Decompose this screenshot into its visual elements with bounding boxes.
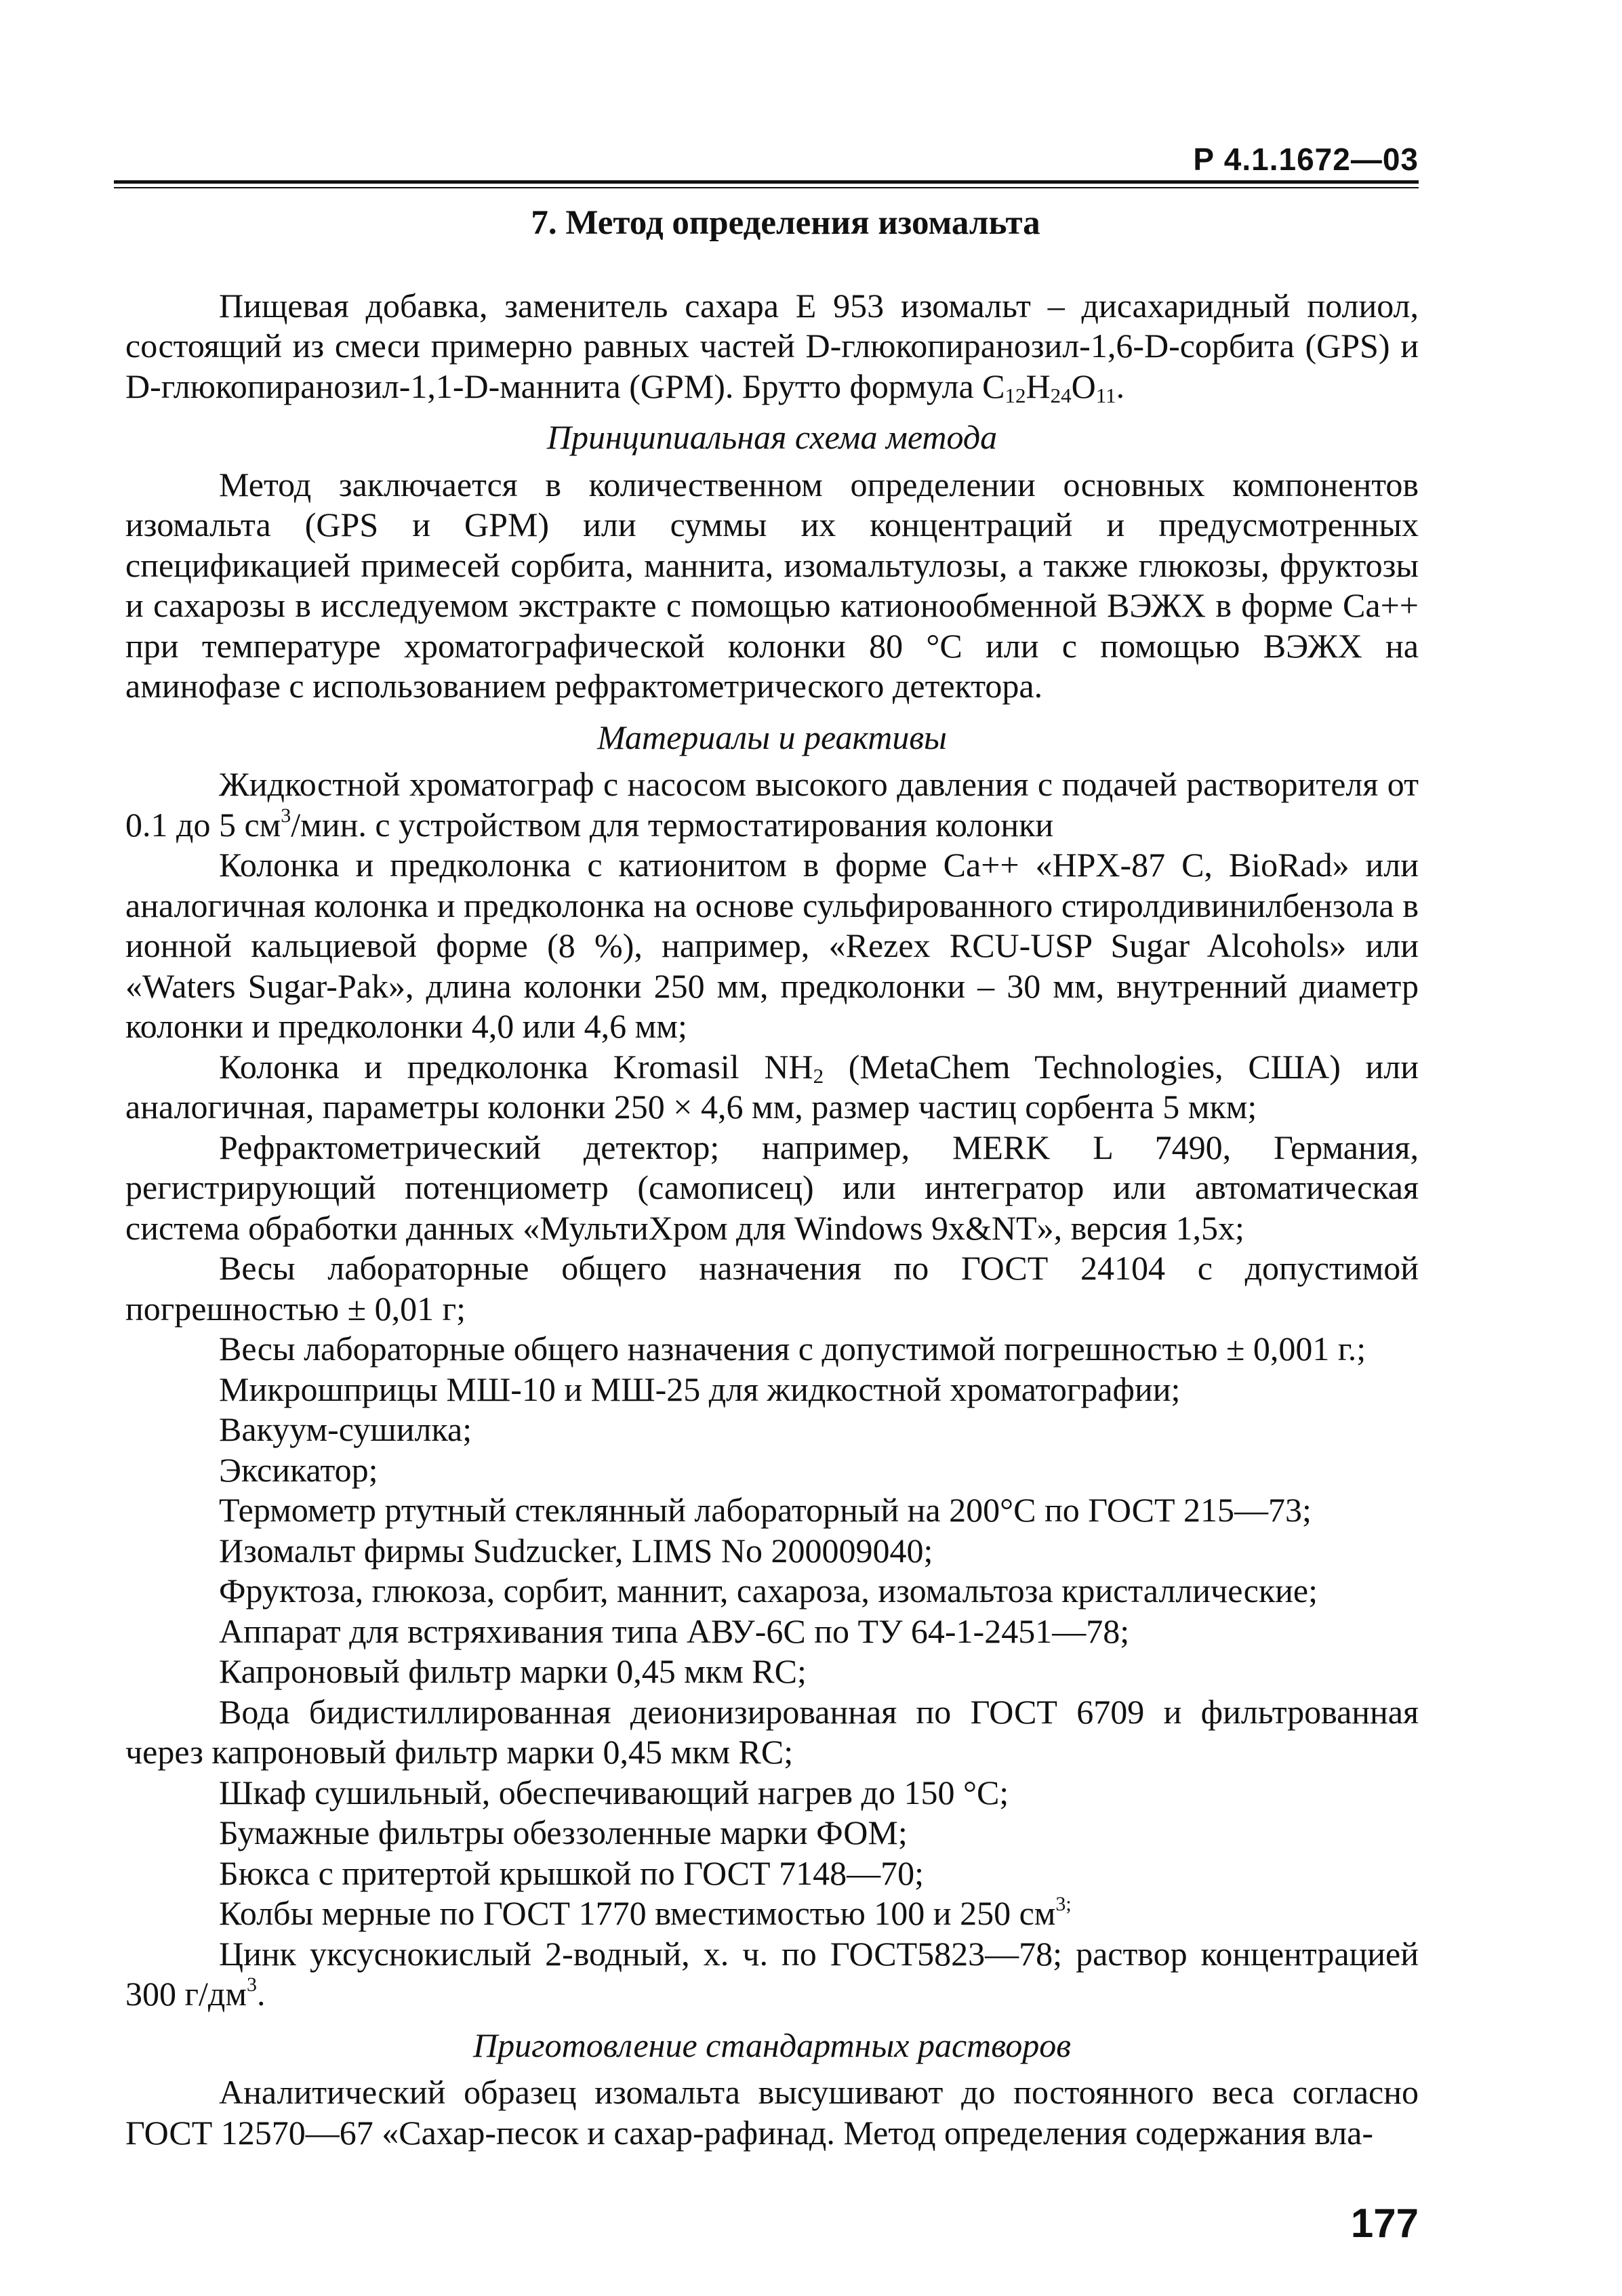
section-title: 7. Метод определения изомальта <box>531 204 1040 242</box>
material-balance-2: Весы лабораторные общего назначения с допустимой погрешностью ± 0,001 г.; <box>219 1330 1366 1368</box>
material-vacuum-dryer: Вакуум-сушилка; <box>219 1410 472 1449</box>
principle-heading: Принципиальная схема метода <box>546 418 998 457</box>
page-number: 177 <box>1350 2200 1419 2246</box>
header-rule-thick <box>114 180 1419 184</box>
material-shaker: Аппарат для встряхивания типа АВУ-6С по ТУ 64-1-2451—78; <box>219 1612 1130 1650</box>
material-thermometer: Термометр ртутный стеклянный лабораторный на 200°С по ГОСТ 215—73; <box>219 1491 1312 1530</box>
material-flasks: Колбы мерные по ГОСТ 1770 вместимостью 100 и 250 $см^{3;}$ <box>219 1893 1072 1933</box>
material-weighing-bottles: Бюкса с притертой крышкой по ГОСТ 7148—70; <box>219 1853 924 1892</box>
page-body <box>125 200 1419 2153</box>
header-rule-thin <box>114 187 1419 188</box>
document-code: Р 4.1.1672—03 <box>1193 142 1419 177</box>
standards-heading: Приготовление стандартных растворов <box>472 2026 1072 2064</box>
material-filter: Капроновый фильтр марки 0,45 мкм RC; <box>219 1652 807 1691</box>
material-isomalt-standard: Изомальт фирмы Sudzucker, LIMS No 200009040; <box>219 1531 933 1570</box>
standards-paragraph: Аналитический образец изомальта высушивают до постоянного веса согласно ГОСТ 12570—67 «Сахар-песок и сахар-рафинад. Метод определения содержания вла- <box>125 2073 1419 2152</box>
material-desiccator: Эксикатор; <box>219 1450 378 1489</box>
material-sugars: Фруктоза, глюкоза, сорбит, маннит, сахароза, изомальтоза кристаллические; <box>219 1572 1318 1610</box>
intro-paragraph: Пищевая добавка, заменитель сахара Е 953 изомальт – дисахаридный полиол, состоящий из смеси примерно равных частей D-глюкопиранозил-1,6-D-сорбита (GPS) и D-глюкопиранозил-1,1-D-маннита (GPM). Брутто формула $C_{12}H_{24}O_{11}$. <box>125 286 1419 407</box>
material-water: Вода бидистиллированная деионизированная по ГОСТ 6709 и фильтрованная через капроновый фильтр марки 0,45 мкм RC; <box>125 1692 1419 1771</box>
material-detector: Рефрактометрический детектор; например, MERK L 7490, Германия, регистрирующий потенциометр (самописец) или интегратор или автоматическая система обработки данных «МультиХром для Windows 9x&NT», версия 1,5x; <box>125 1128 1419 1247</box>
material-column-cation: Колонка и предколонка с катионитом в форме Ca++ «HPX-87 C, BioRad» или аналогичная колонка и предколонка на основе сульфированного стиролдивинилбензола в ионной кальциевой форме (8 %), например, «Rezex RCU-USP Sugar Alcohols» или «Waters Sugar-Pak», длина колонки 250 мм, предколонки – 30 мм, внутренний диаметр колонки и предколонки 4,0 или 4,6 мм; <box>125 846 1419 1046</box>
material-oven: Шкаф сушильный, обеспечивающий нагрев до 150 °С; <box>219 1773 1009 1811</box>
material-chromatograph: Жидкостной хроматограф с насосом высокого давления с подачей растворителя от 0.1 до 5 $см^3$/мин. с устройством для термостатирования колонки <box>125 765 1419 844</box>
materials-heading: Материалы и реактивы <box>597 718 947 756</box>
material-zinc-acetate: Цинк уксуснокислый 2-водный, х. ч. по ГОСТ5823—78; раствор концентрацией 300 $г/дм^3$. <box>125 1934 1419 2013</box>
material-syringes: Микрошприцы МШ-10 и МШ-25 для жидкостной хроматографии; <box>219 1370 1181 1408</box>
material-balance-1: Весы лабораторные общего назначения по ГОСТ 24104 с допустимой погрешностью ± 0,01 г; <box>125 1249 1419 1328</box>
principle-paragraph: Метод заключается в количественном определении основных компонентов изомальта (GPS и GPM) или суммы их концентраций и предусмотренных спецификацией примесей сорбита, маннита, изомальтулозы, а также глюкозы, фруктозы и сахарозы в исследуемом экстракте с помощью катионообменной ВЭЖХ в форме Ca++ при температуре хроматографической колонки 80 °C или с помощью ВЭЖХ на аминофазе с использованием рефрактометрического детектора. <box>125 465 1419 705</box>
material-paper-filters: Бумажные фильтры обеззоленные марки ФОМ; <box>219 1813 908 1852</box>
material-column-kromasil: Колонка и предколонка Kromasil $NH_2$ (MetaChem Technologies, США) или аналогичная, параметры колонки 250 × 4,6 мм, размер частиц сорбента 5 мкм; <box>125 1047 1419 1126</box>
